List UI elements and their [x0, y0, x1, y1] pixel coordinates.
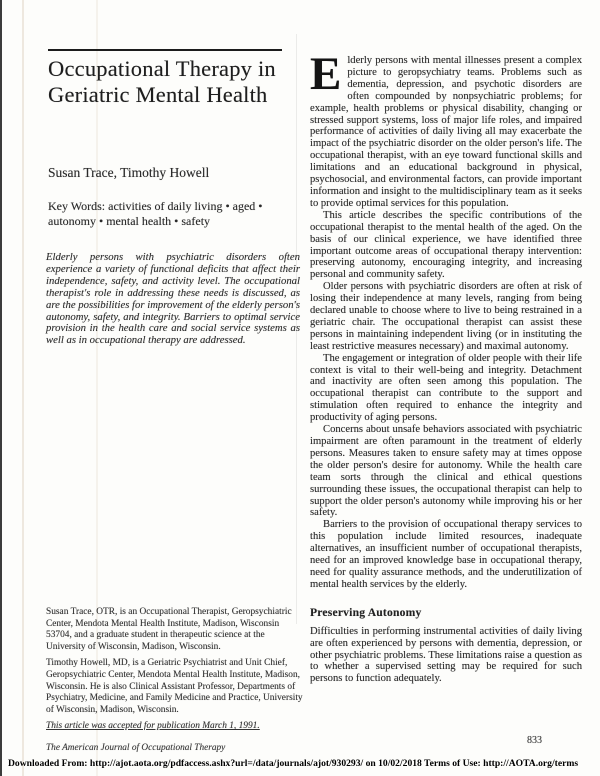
scan-edge-line — [0, 0, 2, 776]
dropcap-letter: E — [310, 48, 342, 100]
body-paragraph — [310, 48, 582, 210]
author-note-trace: Susan Trace, OTR, is an Occupational Therapist, Geropsychiatric Center, Mendota Mental Health Institute, Madison, Wisconsin 53704, and a graduate student in therapeutic science at the University of Wisconsin, Madison, Wisconsin. — [46, 607, 292, 652]
accepted-note: This article was accepted for publication March 1, 1991. — [46, 721, 260, 732]
author-footnotes — [46, 607, 304, 738]
body-paragraph: The engagement or integration of older people with their life context is vital to their well-being and integrity. Detachment and inactivity are often seen among this population. The occupational therapist can contribute to the support and stimulation often required to enhance the integrity and productivity of aging persons. — [310, 352, 582, 424]
article-abstract: Elderly persons with psychiatric disorders often experience a variety of functional deficits that affect their independence, safety, and activity level. The occupational therapist's role in addressing these needs is discussed, as are the possibilities for improvement of the elderly person's autonomy, safety, and integrity. Barriers to optimal service provision in the health care and social service systems as well as in occupational therapy are addressed. — [46, 251, 300, 347]
author-note-howell: Timothy Howell, MD, is a Geriatric Psychiatrist and Unit Chief, Geropsychiatric Center, Mendota Mental Health Institute, Madison, Wisconsin. He is also Clinical Assistant Professor, Departments of Psychiatry, Medicine, and Family Medicine and Practice, University of Wisconsin, Madison, Wisconsin. — [46, 658, 303, 715]
body-paragraph: Barriers to the provision of occupational therapy services to this population include limited resources, inadequate alternatives, an insufficient number of occupational therapists, need for an improved knowledge base in occupational therapy, need for quality assurance methods, and the underutilization of mental health services by the elderly. — [310, 519, 582, 590]
body-paragraph: Older persons with psychiatric disorders are often at risk of losing their independence at many levels, ranging from being declared unable to choose where to live to being restrained in a geriatric chair. The occupational therapist can assist these persons in maintaining independent living (or in instituting the least restrictive measures necessary) and maximal autonomy. — [310, 281, 582, 352]
article-keywords: Key Words: activities of daily living • aged • autonomy • mental health • safety — [48, 199, 263, 228]
section-heading-preserving-autonomy: Preserving Autonomy — [310, 605, 422, 619]
scan-fold-line — [22, 0, 24, 776]
body-paragraph: Difficulties in performing instrumental activities of daily living are often experienced by persons with dementia, depression, or other psychiatric problems. These limitations raise a question as to whether a supervised setting may be required for such persons to function adequately. — [310, 625, 582, 685]
article-body-column — [310, 48, 582, 685]
article-title: Occupational Therapy in Geriatric Mental Health — [48, 56, 276, 107]
journal-name-footer: The American Journal of Occupational Therapy — [46, 743, 226, 753]
download-notice: Downloaded From: http://ajot.aota.org/pdfaccess.ashx?url=/data/journals/ajot/930293/ on 10/02/2018 Terms of Use: http://AOTA.org/terms — [8, 758, 579, 769]
body-paragraph: This article describes the specific contributions of the occupational therapist to the mental health of the aged. On the basis of our clinical experience, we have identified three important outcome areas of occupational therapy intervention: preserving autonomy, encouraging integrity, and increasing personal and community safety. — [310, 209, 582, 281]
page-number: 833 — [527, 735, 542, 746]
article-authors: Susan Trace, Timothy Howell — [48, 165, 210, 180]
title-rule — [48, 49, 282, 51]
body-paragraph: Concerns about unsafe behaviors associated with psychiatric impairment are often paramount in the treatment of elderly persons. Measures taken to ensure safety may at times oppose the older person's desire for autonomy. While the health care team sorts through the clinical and ethical questions surrounding these issues, the occupational therapist can help to support the older person's autonomy while improving his or her safety. — [310, 424, 582, 519]
body-paragraph-text: lderly persons with mental illnesses present a complex picture to geropsychiatry teams. Problems such as dementia, depression, and psychotic disorders are often compounded by nonpsychiatric problems; for example, health problems or physical disability, changing or stressed support systems, loss of major life roles, and impaired performance of activities of daily living all may exacerbate the impact of the psychiatric disorder on the older person's life. The occupational therapist, with an eye toward functional skills and limitations and an educational background in physical, psychosocial, and environmental factors, can provide important information and insight to the multidisciplinary team as it seeks to provide optimal services for this population. — [310, 55, 582, 209]
